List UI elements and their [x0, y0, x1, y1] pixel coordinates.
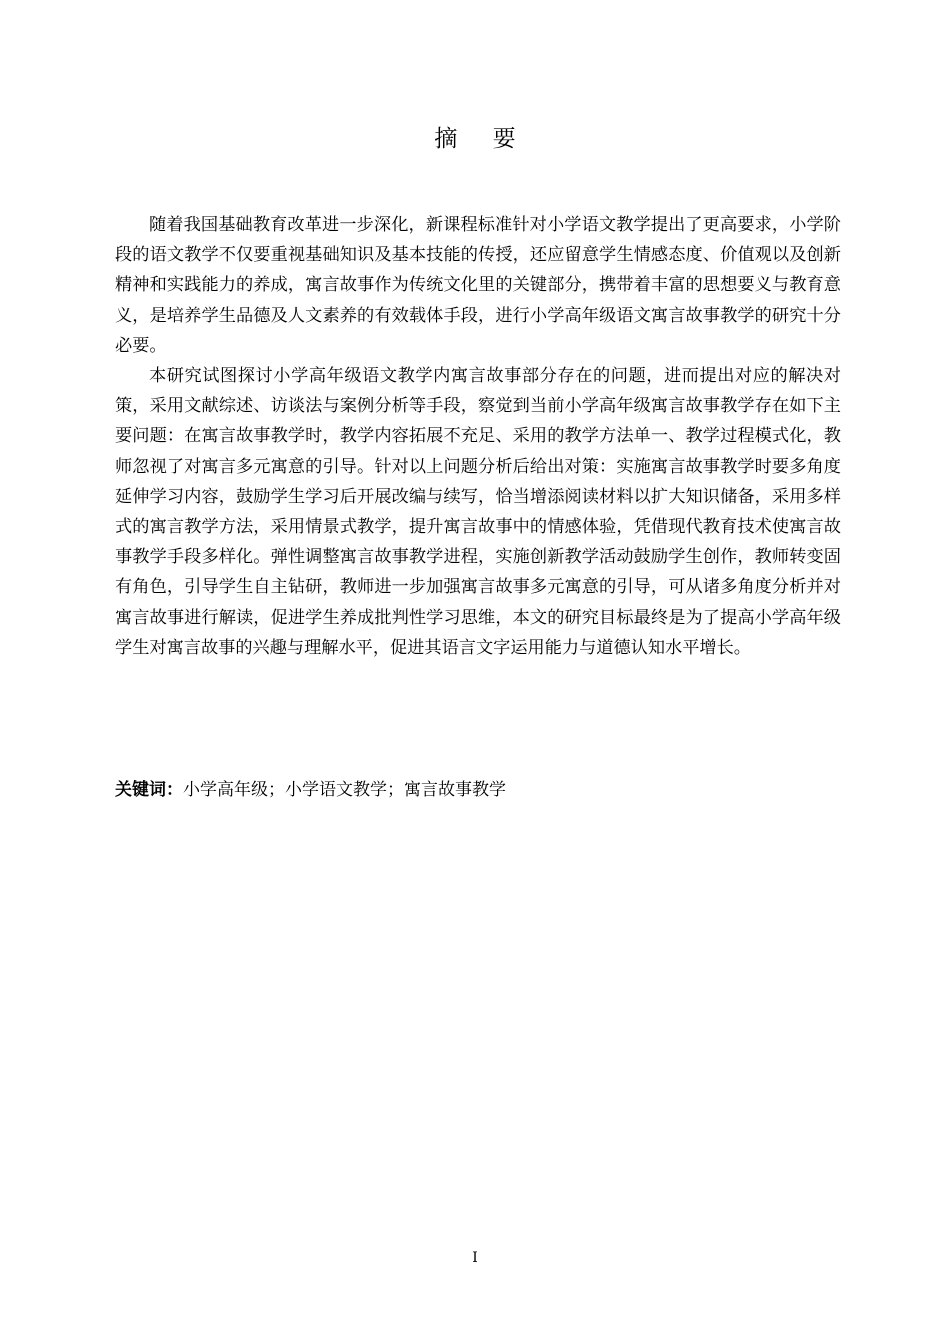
abstract-paragraph-1: 随着我国基础教育改革进一步深化，新课程标准针对小学语文教学提出了更高要求，小学阶段的语文教学不仅要重视基础知识及基本技能的传授，还应留意学生情感态度、价值观以及创新精神和实践能力的养成，寓言故事作为传统文化里的关键部分，携带着丰富的思想要义与教育意义，是培养学生品德及人文素养的有效载体手段，进行小学高年级语文寓言故事教学的研究十分必要。	[115, 215, 841, 356]
keywords-label: 关键词：	[115, 780, 183, 800]
abstract-paragraph-2: 本研究试图探讨小学高年级语文教学内寓言故事部分存在的问题，进而提出对应的解决对策，采用文献综述、访谈法与案例分析等手段，察觉到当前小学高年级寓言故事教学存在如下主要问题：在寓言故事教学时，教学内容拓展不充足、采用的教学方法单一、教学过程模式化，教师忽视了对寓言多元寓意的引导。针对以上问题分析后给出对策：实施寓言故事教学时要多角度延伸学习内容，鼓励学生学习后开展改编与续写，恰当增添阅读材料以扩大知识储备，采用多样式的寓言教学方法，采用情景式教学，提升寓言故事中的情感体验，凭借现代教育技术使寓言故事教学手段多样化。弹性调整寓言故事教学进程，实施创新教学活动鼓励学生创作，教师转变固有角色，引导学生自主钻研，教师进一步加强寓言故事多元寓意的引导，可从诸多角度分析并对寓言故事进行解读，促进学生养成批判性学习思维，本文的研究目标最终是为了提高小学高年级学生对寓言故事的兴趣与理解水平，促进其语言文字运用能力与道德认知水平增长。	[115, 366, 841, 658]
keywords-line	[115, 776, 506, 804]
abstract-body	[115, 210, 841, 663]
abstract-title: 摘 要	[434, 126, 530, 152]
page-number: I	[472, 1250, 478, 1266]
keywords-value: 小学高年级；小学语文教学；寓言故事教学	[183, 780, 506, 800]
